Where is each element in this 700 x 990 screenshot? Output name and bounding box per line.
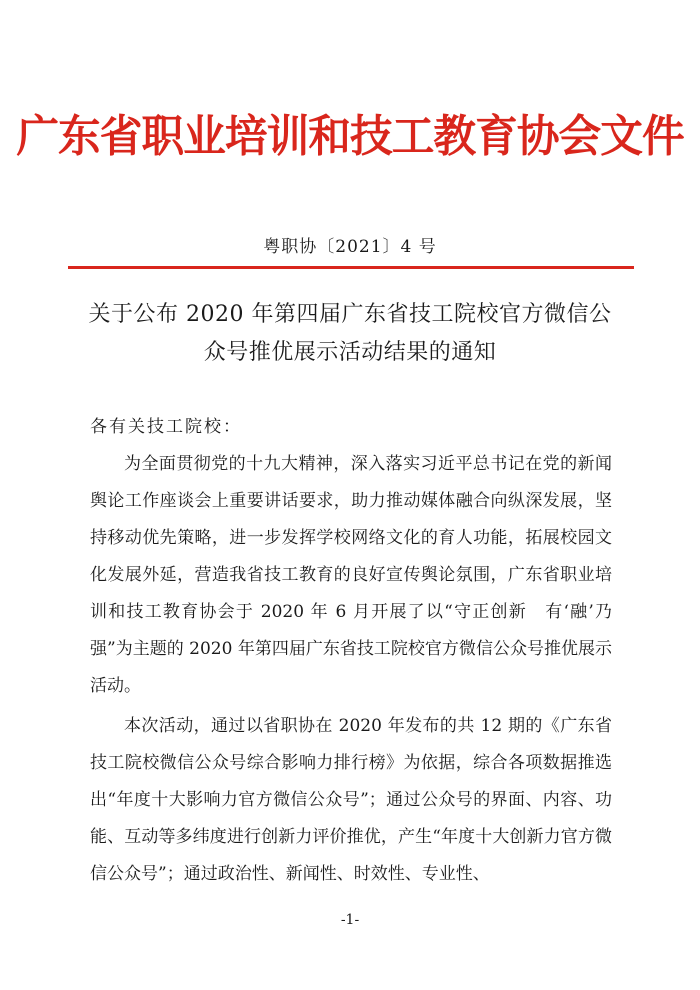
body-text bbox=[90, 446, 612, 893]
document-header-title: 广东省职业培训和技工教育协会文件 bbox=[16, 111, 684, 162]
paragraph-2: 本次活动，通过以省职协在 2020 年发布的共 12 期的《广东省技工院校微信公众号综合影响力排行榜》为依据，综合各项数据推选出“年度十大影响力官方微信公众号”；通过公众号的界面、内容、功能、互动等多纬度进行创新力评价推优，产生“年度十大创新力官方微信公众号”；通过政治性、新闻性、时效性、专业性、 bbox=[90, 716, 612, 884]
notice-title-line-1: 关于公布 2020 年第四届广东省技工院校官方微信公 bbox=[88, 302, 612, 327]
salutation: 各有关技工院校： bbox=[90, 417, 242, 437]
page-number: -1- bbox=[340, 912, 360, 928]
red-divider-line bbox=[68, 266, 634, 269]
notice-title-line-2: 众号推优展示活动结果的通知 bbox=[203, 340, 497, 365]
paragraph-1: 为全面贯彻党的十九大精神，深入落实习近平总书记在党的新闻舆论工作座谈会上重要讲话要求，助力推动媒体融合向纵深发展，坚持移动优先策略，进一步发挥学校网络文化的育人功能，拓展校园文化发展外延，营造我省技工教育的良好宣传舆论氛围，广东省职业培训和技工教育协会于 2020 年 6 月开展了以“守正创新 有‘融’乃强”为主题的 2020 年第四届广东省技工院校官方微信公众号推优展示活动。 bbox=[90, 454, 612, 696]
document-number: 粤职协〔2021〕4 号 bbox=[263, 237, 437, 257]
notice-title bbox=[60, 296, 640, 372]
